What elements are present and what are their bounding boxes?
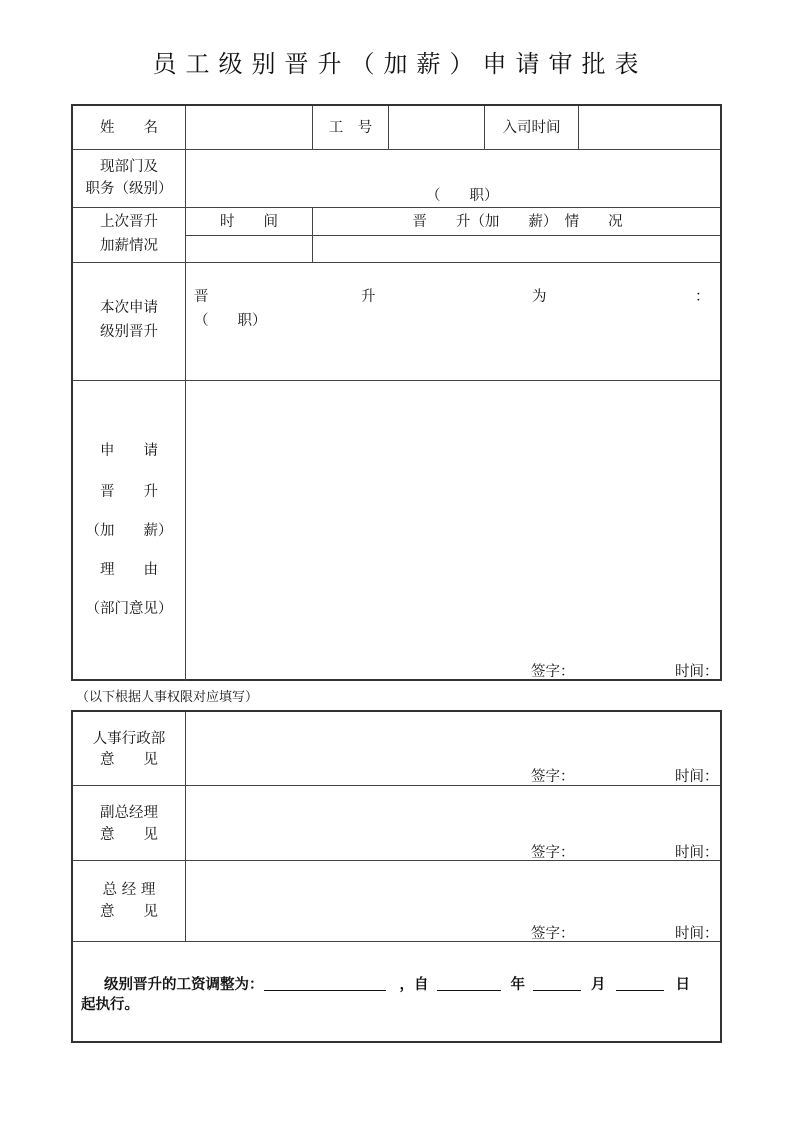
year-text: 年 (510, 976, 525, 993)
dept-position-text: （ 职） (426, 188, 499, 204)
gm-opinion-label-line1: 总 经 理 (102, 882, 156, 898)
approval-table (71, 710, 722, 1043)
reason-label-line: 申 请 (100, 443, 158, 459)
salary-amount-field[interactable] (264, 974, 386, 991)
salary-prefix: 级别晋升的工资调整为： (104, 976, 264, 993)
name-field[interactable] (186, 106, 312, 149)
permission-note: （以下根据人事权限对应填写） (76, 690, 259, 705)
row-divider (73, 149, 720, 150)
hr-opinion-field[interactable] (186, 712, 722, 762)
row-divider (73, 262, 720, 263)
employee-id-label: 工 号 (328, 120, 373, 136)
promote-to-char: 为 (532, 289, 547, 305)
gm-opinion-field[interactable] (186, 861, 722, 919)
reason-label-line: 理 由 (100, 562, 158, 578)
signature-label: 签字： (531, 664, 575, 680)
reason-field[interactable] (186, 381, 722, 651)
hr-opinion-label-line2: 意 见 (100, 752, 158, 768)
dept-label-line2: 职务（级别） (85, 181, 173, 197)
status-header: 晋 升（加 薪） 情 况 (412, 214, 623, 230)
last-promotion-label-line1: 上次晋升 (100, 214, 158, 230)
hire-date-label: 入司时间 (502, 120, 561, 136)
time-header: 时 间 (220, 214, 278, 230)
promote-to-char: ： (695, 289, 710, 305)
effective-text: 起执行。 (81, 996, 139, 1013)
reason-label-line: 晋 升 (100, 484, 158, 500)
signature-label: 签字： (531, 926, 575, 942)
page-title: 员工级别晋升（加薪）申请审批表 (152, 50, 648, 78)
start-year-field[interactable] (437, 974, 501, 991)
this-application-label-line1: 本次申请 (100, 300, 158, 316)
row-divider (73, 941, 720, 942)
gm-opinion-label-line2: 意 见 (100, 904, 158, 920)
name-label: 姓 名 (100, 120, 158, 136)
hr-opinion-label-line1: 人事行政部 (92, 731, 166, 747)
vp-opinion-label-line2: 意 见 (100, 827, 158, 843)
hire-date-field[interactable] (579, 106, 722, 149)
start-day-field[interactable] (616, 974, 664, 991)
last-promotion-time-field[interactable] (186, 236, 312, 262)
start-month-field[interactable] (533, 974, 581, 991)
day-text: 日 (675, 976, 690, 993)
date-label: 时间： (675, 926, 719, 942)
reason-label-line: （加 薪） (85, 523, 173, 539)
salary-adjustment-line (104, 974, 690, 995)
application-table (71, 104, 722, 681)
employee-id-field[interactable] (389, 106, 484, 149)
signature-label: 签字： (531, 845, 575, 861)
reason-label-line: （部门意见） (85, 601, 173, 617)
date-label: 时间： (675, 664, 719, 680)
from-text: ，自 (399, 976, 429, 993)
date-label: 时间： (675, 769, 719, 785)
promote-to-char: 升 (361, 289, 376, 305)
promote-to-char: 晋 (194, 289, 209, 305)
date-label: 时间： (675, 845, 719, 861)
this-application-label-line2: 级别晋升 (100, 324, 158, 340)
last-promotion-status-field[interactable] (313, 236, 722, 262)
month-text: 月 (591, 976, 606, 993)
dept-label-line1: 现部门及 (100, 159, 158, 175)
promote-position-text: （ 职） (194, 313, 267, 329)
signature-label: 签字： (531, 769, 575, 785)
vp-opinion-label-line1: 副总经理 (100, 805, 158, 821)
last-promotion-label-line2: 加薪情况 (100, 238, 158, 254)
vp-opinion-field[interactable] (186, 786, 722, 838)
row-divider (73, 207, 720, 208)
